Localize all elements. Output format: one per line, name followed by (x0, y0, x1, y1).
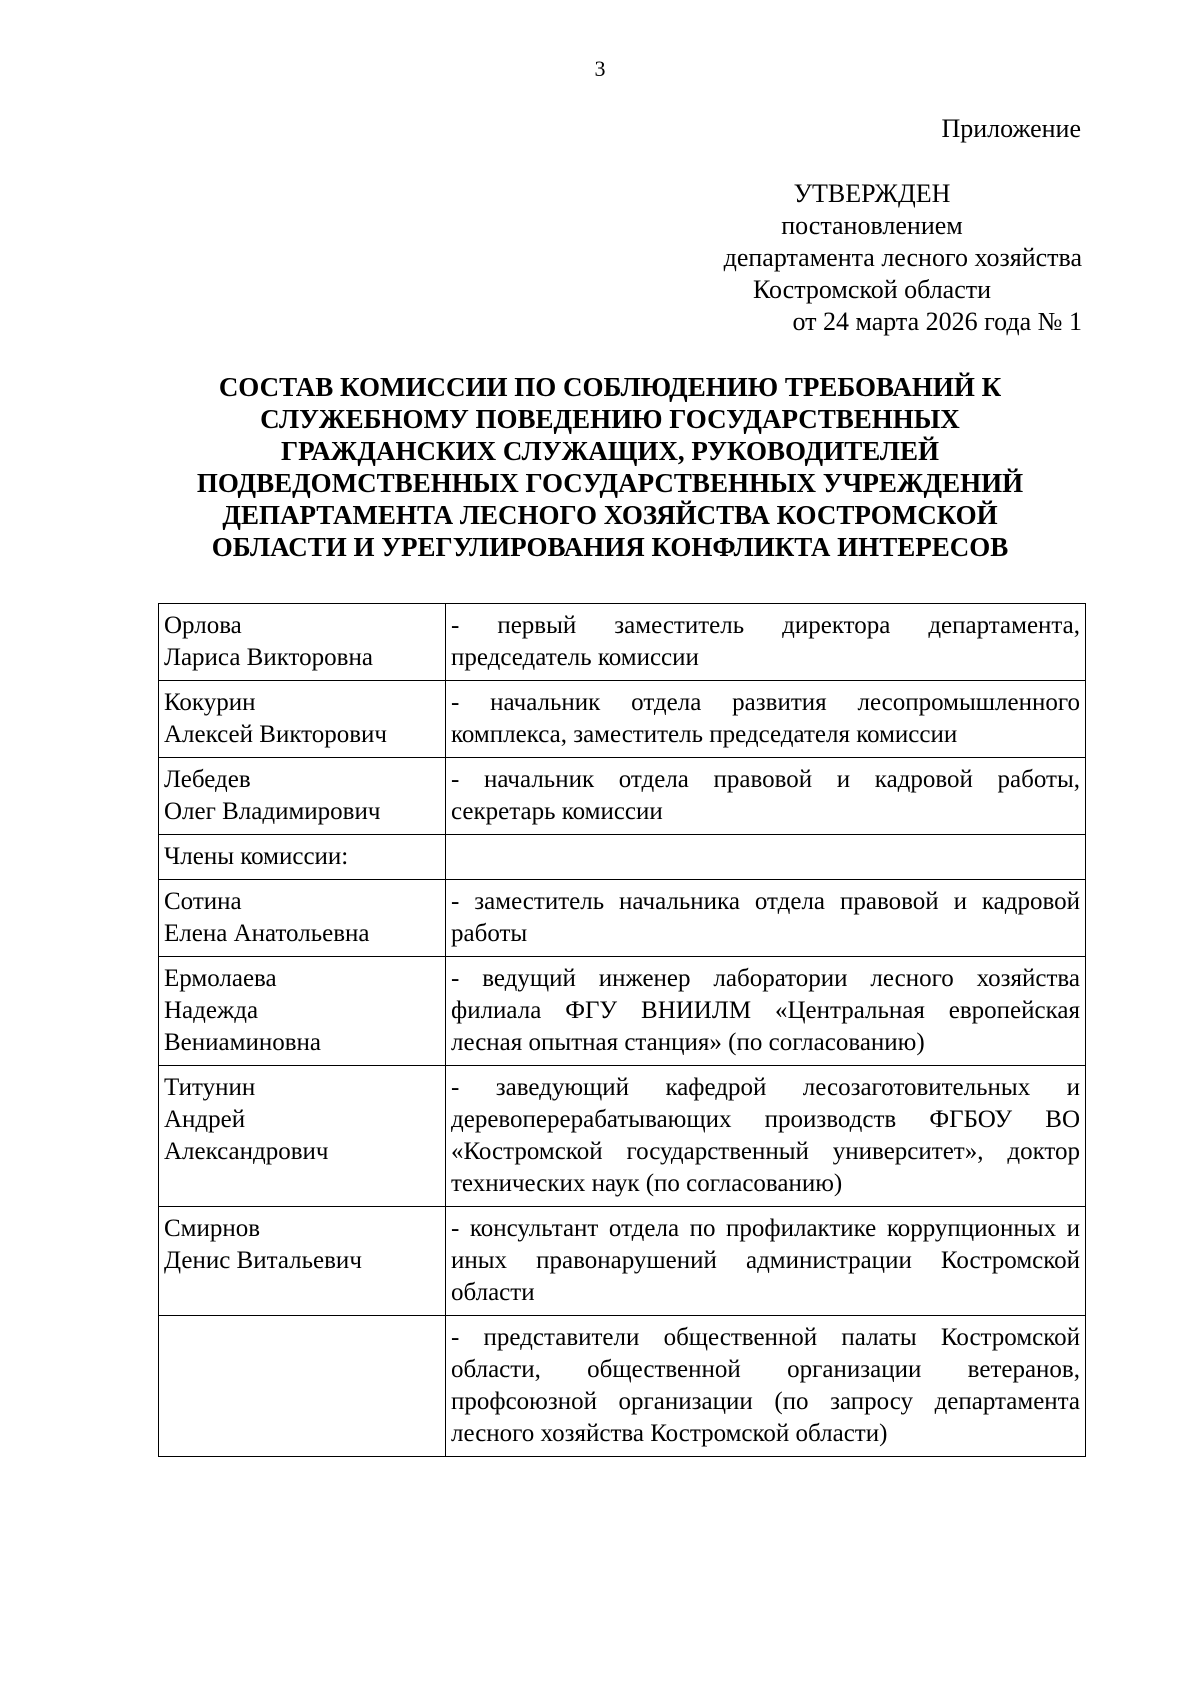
approval-by: постановлением (781, 211, 963, 240)
table-row (159, 681, 1086, 758)
approval-department: департамента лесного хозяйства (723, 243, 1082, 272)
title-line: ОБЛАСТИ И УРЕГУЛИРОВАНИЯ КОНФЛИКТА ИНТЕРЕСОВ (211, 532, 1009, 562)
member-patronymic: Александрович (164, 1138, 329, 1165)
member-given-names: Лариса Викторовна (164, 644, 373, 671)
members-section-label (159, 835, 446, 880)
member-given-names: Алексей Викторович (164, 721, 387, 748)
member-surname: Ермолаева (164, 965, 277, 992)
member-name-cell (159, 1207, 446, 1316)
approval-stamp: УТВЕРЖДЕН (793, 179, 951, 208)
table-row (159, 835, 1086, 880)
commission-members-table (158, 603, 1086, 1457)
title-line: ГРАЖДАНСКИХ СЛУЖАЩИХ, РУКОВОДИТЕЛЕЙ (281, 436, 939, 466)
document-title (150, 371, 1070, 563)
title-line: СОСТАВ КОМИССИИ ПО СОБЛЮДЕНИЮ ТРЕБОВАНИЙ К (218, 372, 1002, 402)
table-row (159, 880, 1086, 957)
member-name-cell-empty (159, 1316, 446, 1457)
member-given-names: Олег Владимирович (164, 798, 381, 825)
member-surname: Титунин (164, 1074, 256, 1101)
member-name-cell (159, 758, 446, 835)
member-surname: Кокурин (164, 689, 256, 716)
member-surname: Орлова (164, 612, 242, 639)
member-surname: Лебедев (164, 766, 251, 793)
title-line: ПОДВЕДОМСТВЕННЫХ ГОСУДАРСТВЕННЫХ УЧРЕЖДЕНИЙ (196, 468, 1024, 498)
member-name-cell (159, 1066, 446, 1207)
table-row (159, 1316, 1086, 1457)
title-line: ДЕПАРТАМЕНТА ЛЕСНОГО ХОЗЯЙСТВА КОСТРОМСКОЙ (222, 500, 998, 530)
table-row (159, 758, 1086, 835)
member-role-cell (446, 835, 1086, 880)
approval-date-number: от 24 марта 2026 года № 1 (792, 307, 1082, 336)
table-row (159, 604, 1086, 681)
member-name-cell (159, 880, 446, 957)
member-surname: Смирнов (164, 1215, 261, 1242)
member-role-cell: - начальник отдела правовой и кадровой работы, секретарь комиссии (446, 758, 1086, 835)
member-given-name: Надежда (164, 997, 259, 1024)
members-heading: Члены комиссии: (164, 843, 349, 870)
member-name-cell (159, 604, 446, 681)
member-role-cell: - первый заместитель директора департамента, председатель комиссии (446, 604, 1086, 681)
member-given-names: Денис Витальевич (164, 1247, 362, 1274)
approval-block (662, 178, 1082, 338)
member-role-cell: - представители общественной палаты Костромской области, общественной организации ветеранов, профсоюзной организации (по запросу департамента лесного хозяйства Костромской области) (446, 1316, 1086, 1457)
title-line: СЛУЖЕБНОМУ ПОВЕДЕНИЮ ГОСУДАРСТВЕННЫХ (260, 404, 960, 434)
member-role-cell: - начальник отдела развития лесопромышленного комплекса, заместитель председателя комиссии (446, 681, 1086, 758)
table-row (159, 957, 1086, 1066)
member-given-name: Андрей (164, 1106, 246, 1133)
table-row (159, 1066, 1086, 1207)
member-name-cell (159, 681, 446, 758)
member-patronymic: Вениаминовна (164, 1029, 321, 1056)
member-role-cell: - ведущий инженер лаборатории лесного хозяйства филиала ФГУ ВНИИЛМ «Центральная европейская лесная опытная станция» (по согласованию) (446, 957, 1086, 1066)
approval-region: Костромской области (752, 275, 992, 304)
page-number: 3 (594, 56, 606, 81)
table-row (159, 1207, 1086, 1316)
member-role-cell: - заместитель начальника отдела правовой и кадровой работы (446, 880, 1086, 957)
member-role-cell: - заведующий кафедрой лесозаготовительных и деревоперерабатывающих производств ФГБОУ ВО «Костромской государственный университет», доктор технических наук (по согласованию) (446, 1066, 1086, 1207)
member-surname: Сотина (164, 888, 242, 915)
member-given-names: Елена Анатольевна (164, 920, 370, 947)
member-role-cell: - консультант отдела по профилактике коррупционных и иных правонарушений администрации Костромской области (446, 1207, 1086, 1316)
member-name-cell (159, 957, 446, 1066)
appendix-label: Приложение (941, 114, 1081, 143)
